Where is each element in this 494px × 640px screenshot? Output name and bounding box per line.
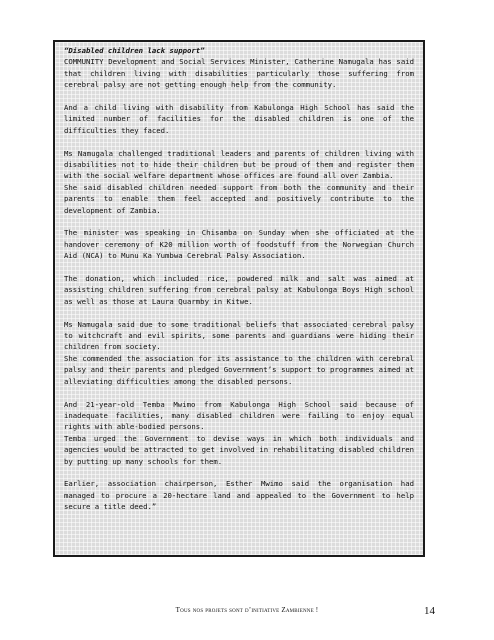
page-footer: Tous nos projets sont d’initiative Zambienne ! <box>175 606 319 614</box>
article-text <box>64 45 414 513</box>
paragraph: Earlier, association chairperson, Esther Mwimo said the organisation had managed to procure a 20-hectare land and appealed to the Government to help secure a title deed.” <box>64 479 414 512</box>
paragraph: And a child living with disability from Kabulonga High School has said the limited number of facilities for the disabled children is one of the difficulties they faced. <box>64 103 414 135</box>
paragraph: And 21-year-old Temba Mwimo from Kabulonga High School said because of inadequate facilities, many disabled children were failing to enjoy equal rights with able-bodied persons. <box>64 399 414 432</box>
paragraph: She said disabled children needed support from both the community and their parents to enable them feel accepted and positively contribute to the development of Zambia. <box>64 182 414 215</box>
paragraph: She commended the association for its assistance to the children with cerebral palsy and their parents and pledged Government’s support to programmes aimed at alleviating difficulties among the disabled persons. <box>64 353 414 386</box>
paragraph: Ms Namugala challenged traditional leaders and parents of children living with disabilities not to hide their children but be proud of them and register them with the social welfare department whose offices are found all over Zambia. <box>64 148 414 181</box>
paragraph: The minister was speaking in Chisamba on Sunday when she officiated at the handover ceremony of K20 million worth of foodstuff from the Norwegian Church Aid (NCA) to Munu Ka Yumbwa Cerebral Palsy Association. <box>64 228 414 261</box>
paragraph: Ms Namugala said due to some traditional beliefs that associated cerebral palsy to witchcraft and evil spirits, some parents and guardians were hiding their children from society. <box>64 319 414 352</box>
paragraph: COMMUNITY Development and Social Services Minister, Catherine Namugala has said that children living with disabilities particularly those suffering from cerebral palsy are not getting enough help from the community. <box>64 57 414 90</box>
article-title: “Disabled children lack support” <box>64 46 205 55</box>
page-number: 14 <box>424 605 435 617</box>
article-box <box>53 40 425 557</box>
paragraph: The donation, which included rice, powdered milk and salt was aimed at assisting children suffering from cerebral palsy at Kabulonga Boys High school as well as those at Laura Quarmby in Kitwe. <box>64 274 414 306</box>
paragraph: Temba urged the Government to devise ways in which both individuals and agencies would be attracted to get involved in rehabilitating disabled children by putting up many schools for them. <box>64 433 414 466</box>
